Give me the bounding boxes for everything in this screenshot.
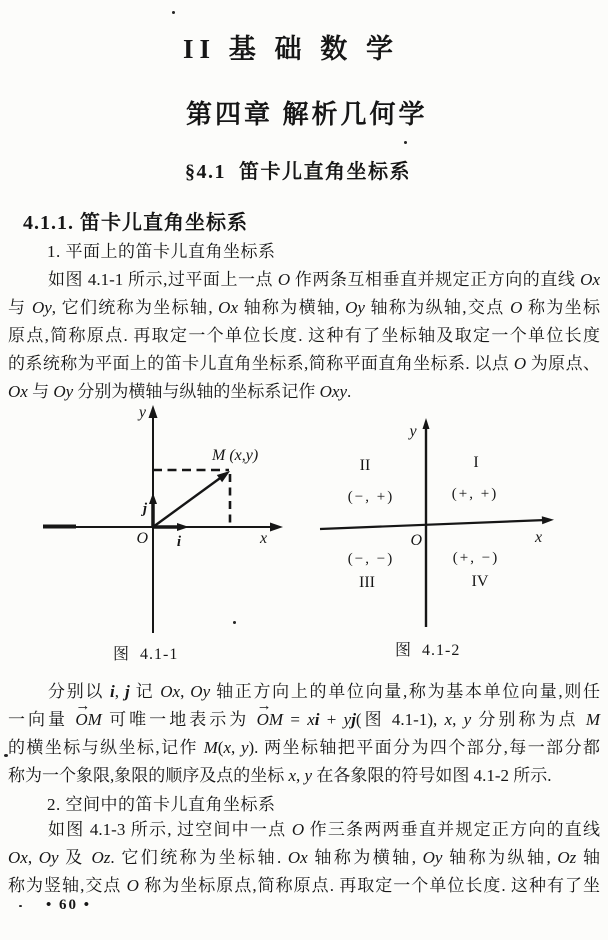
- quadrant-3-label: III: [359, 574, 375, 591]
- origin-label: O: [136, 530, 148, 547]
- text-line: 称为一个象限,象限的顺序及点的坐标 x, y 在各象限的符号如图 4.1-2 所示.: [8, 766, 552, 785]
- text-line: 如图 4.1-3 所示, 过空间中一点 O 作三条两两垂直并规定正方向的直线: [48, 820, 600, 839]
- vector-om-arrowhead-icon: [217, 471, 230, 482]
- quadrant-1-signs: (+, +): [451, 486, 499, 502]
- x-axis-label: x: [535, 529, 543, 546]
- page-number: • 60 •: [46, 897, 92, 913]
- text-line: 分别以 i, j 记 Ox, Oy 轴正方向上的单位向量,称为基本单位向量,则任: [48, 682, 601, 701]
- subsection-title: 4.1.1. 笛卡儿直角坐标系: [23, 212, 248, 234]
- text-line: 原点,简称原点. 再取定一个单位长度. 这种有了坐标轴及取定一个单位长度: [8, 326, 600, 345]
- y-axis-arrowhead-icon: [149, 405, 158, 418]
- text-line: Ox 与 Oy 分别为横轴与纵轴的坐标系记作 Oxy.: [8, 382, 352, 401]
- list-item-1: 1. 平面上的笛卡儿直角坐标系: [47, 242, 276, 261]
- text-line: 与 Oy, 它们统称为坐标轴, Ox 轴称为横轴, Oy 轴称为纵轴,交点 O 称为坐标: [8, 298, 601, 317]
- scan-speck: [19, 905, 22, 907]
- chapter-title: 第四章 解析几何学: [186, 100, 428, 129]
- figure-caption-1: 图 4.1-1: [113, 646, 179, 663]
- text-line: 一向量 → OM 可唯一地表示为 → OM = xi + yj(图 4.1-1), x, y 分别称为点 M: [8, 706, 600, 734]
- quadrant-4-signs: (+, −): [452, 550, 500, 566]
- text-line: 称为竖轴,交点 O 称为坐标原点,简称原点. 再取定一个单位长度. 这种有了坐: [8, 876, 601, 895]
- origin-label: O: [410, 532, 422, 549]
- quadrant-2-signs: (−, +): [347, 489, 395, 505]
- x-axis-label: x: [260, 530, 268, 547]
- x-axis: [320, 520, 546, 529]
- y-axis-arrowhead-icon: [423, 418, 430, 429]
- quadrant-1-label: I: [473, 454, 479, 471]
- quadrant-4-label: IV: [471, 573, 489, 590]
- figure-4-1-1: [30, 400, 322, 650]
- list-item-2: 2. 空间中的笛卡儿直角坐标系: [47, 795, 276, 814]
- figure-4-1-2: [320, 415, 560, 630]
- paragraph-1: [8, 266, 600, 406]
- text-line: 的横坐标与纵坐标,记作 M(x, y). 两坐标轴把平面分为四个部分,每一部分都: [8, 738, 601, 757]
- unit-j-label: j: [142, 501, 147, 517]
- scan-speck: [172, 11, 175, 14]
- unit-vector-j-arrowhead-icon: [149, 493, 157, 504]
- text-line: 的系统称为平面上的笛卡儿直角坐标系,简称平面直角坐标系. 以点 O 为原点、: [8, 354, 601, 373]
- section-title: §4.1 笛卡儿直角坐标系: [185, 161, 411, 183]
- quadrant-2-label: II: [359, 457, 371, 474]
- paragraph-2: [8, 678, 600, 790]
- text-line: 如图 4.1-1 所示,过平面上一点 O 作两条互相垂直并规定正方向的直线 Ox: [48, 270, 600, 289]
- scan-speck: [4, 754, 8, 757]
- quadrant-3-signs: (−, −): [347, 551, 395, 567]
- x-axis-arrowhead-icon: [542, 516, 554, 524]
- vector-om: [153, 475, 225, 528]
- point-m-label: M (x,y): [212, 447, 259, 464]
- text-line: Ox, Oy 及 Oz. 它们统称为坐标轴. Ox 轴称为横轴, Oy 轴称为纵轴, Oz 轴: [8, 848, 601, 867]
- y-axis-label: y: [138, 404, 146, 421]
- unit-i-label: i: [176, 534, 182, 550]
- figure-caption-2: 图 4.1-2: [395, 642, 461, 659]
- x-axis-arrowhead-icon: [270, 523, 283, 532]
- scan-speck: [404, 141, 407, 144]
- part-title: II 基 础 数 学: [183, 34, 400, 64]
- scan-speck: [233, 621, 236, 624]
- y-axis-label: y: [409, 423, 417, 440]
- unit-vector-i-arrowhead-icon: [177, 523, 189, 531]
- paragraph-3: [8, 816, 600, 900]
